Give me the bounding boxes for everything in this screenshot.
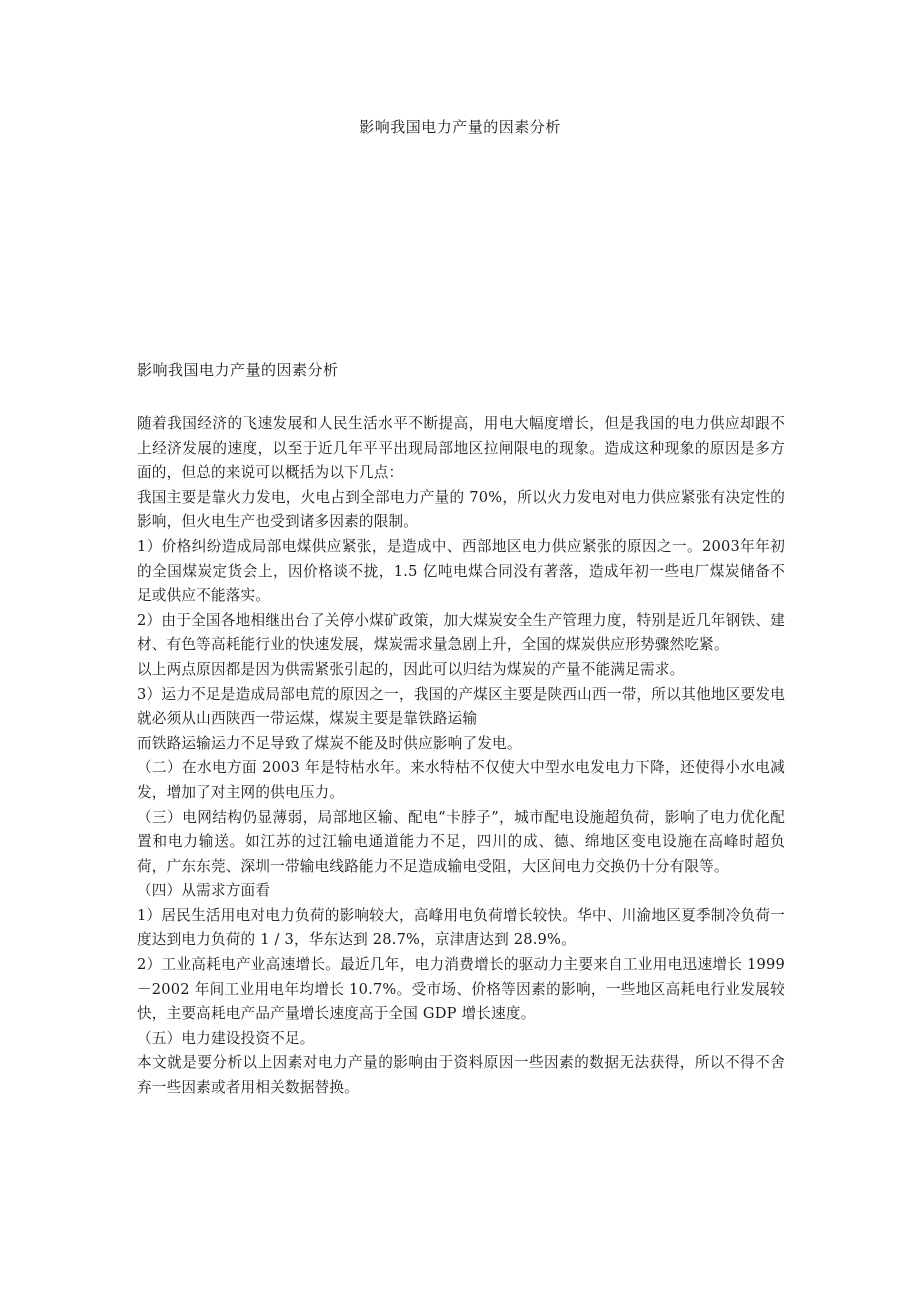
paragraph: （五）电力建设投资不足。 [137, 1029, 315, 1047]
paragraph: 随着我国经济的飞速发展和人民生活水平不断提高，用电大幅度增长，但是我国的电力供应却跟不上经济发展的速度，以至于近几年平平出现局部地区拉闸限电的现象。造成这种现象的原因是多方面的，但总的来说可以概括为以下几点： [137, 415, 785, 482]
paragraph: （三）电网结构仍显薄弱，局部地区输、配电“卡脖子”，城市配电设施超负荷，影响了电力优化配置和电力输送。如江苏的过江输电通道能力不足，四川的成、德、绵地区变电设施在高峰时超负荷，广东东莞、深圳一带输电线路能力不足造成输电受阻，大区间电力交换仍十分有限等。 [137, 808, 785, 875]
paragraph: 以上两点原因都是因为供需紧张引起的，因此可以归结为煤炭的产量不能满足需求。 [137, 660, 685, 678]
paragraph: 2）工业高耗电产业高速增长。最近几年，电力消费增长的驱动力主要来自工业用电迅速增长 1999－2002 年间工业用电年均增长 10.7%。受市场、价格等因素的影响，一些地区高耗电行业发展较快，主要高耗电产品产量增长速度高于全国 GDP 增长速度。 [137, 956, 785, 1023]
paragraph: （四）从需求方面看 [137, 882, 271, 900]
paragraph: 我国主要是靠火力发电，火电占到全部电力产量的 70%，所以火力发电对电力供应紧张有决定性的影响，但火电生产也受到诸多因素的限制。 [137, 488, 785, 531]
page-title: 影响我国电力产量的因素分析 [359, 118, 561, 136]
paragraph: 本文就是要分析以上因素对电力产量的影响由于资料原因一些因素的数据无法获得，所以不得不舍弃一些因素或者用相关数据替换。 [137, 1054, 785, 1097]
section-heading: 影响我国电力产量的因素分析 [137, 361, 339, 379]
paragraph: 3）运力不足是造成局部电荒的原因之一，我国的产煤区主要是陕西山西一带，所以其他地区要发电就必须从山西陕西一带运煤，煤炭主要是靠铁路运输 [137, 685, 785, 728]
paragraph: 1）居民生活用电对电力负荷的影响较大，高峰用电负荷增长较快。华中、川渝地区夏季制冷负荷一度达到电力负荷的 1 / 3，华东达到 28.7%，京津唐达到 28.9%。 [137, 906, 785, 949]
paragraph: 1）价格纠纷造成局部电煤供应紧张，是造成中、西部地区电力供应紧张的原因之一。2003年年初的全国煤炭定货会上，因价格谈不拢，1.5 亿吨电煤合同没有著落，造成年初一些电厂煤炭储备不足或供应不能落实。 [137, 537, 785, 605]
paragraph: 2）由于全国各地相继出台了关停小煤矿政策，加大煤炭安全生产管理力度，特别是近几年钢铁、建材、有色等高耗能行业的快速发展，煤炭需求量急剧上升，全国的煤炭供应形势骤然吃紧。 [137, 611, 785, 654]
paragraph: 而铁路运输运力不足导致了煤炭不能及时供应影响了发电。 [137, 734, 522, 752]
body-text [137, 412, 785, 1101]
paragraph: （二）在水电方面 2003 年是特枯水年。来水特枯不仅使大中型水电发电力下降，还使得小水电减发，增加了对主网的供电压力。 [137, 759, 785, 801]
